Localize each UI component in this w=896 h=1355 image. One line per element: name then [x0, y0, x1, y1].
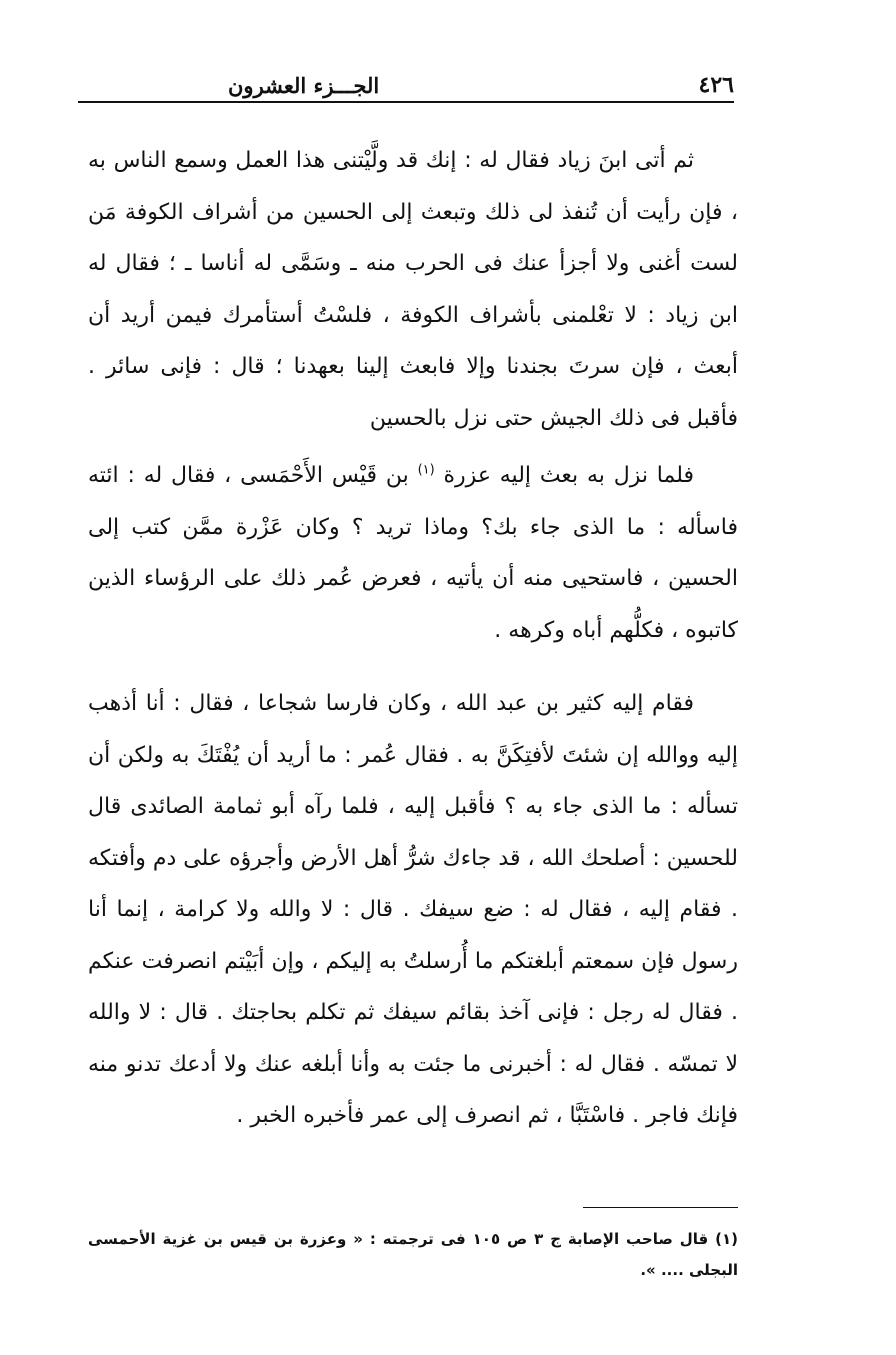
paragraph: [88, 135, 738, 444]
paragraph-text: بن قَيْس الأَحْمَسى ، فقال له : ائته فاسأله : ما الذى جاء بك؟ وماذا تريد ؟ وكان عَزْرة ممَّن كتب إلى الحسين ، فاستحيى منه أن يأتيه ، فعرض عُمر ذلك على الرؤساء الذين كاتبوه ، فكلُّهم أباه وكرهه .: [88, 463, 738, 643]
footnote-text: (١) قال صاحب الإصابة ج ٣ ص ١٠٥ فى ترجمته : « وعزرة بن قيس بن غزية الأحمسى البجلى .... ».: [88, 1230, 739, 1279]
running-title: الجـــزء العشرون: [228, 73, 380, 98]
running-head: [78, 58, 734, 98]
footnote: [88, 1224, 738, 1286]
footnote-rule: [583, 1207, 738, 1208]
paragraph: [88, 450, 738, 656]
paragraph: [88, 678, 738, 1142]
paragraph-text: فلما نزل به بعث إليه عزرة: [443, 463, 694, 488]
footnote-marker: (١): [417, 462, 435, 478]
paragraph-text: ثم أتى ابنَ زياد فقال له : إنك قد ولَّيْتنى هذا العمل وسمع الناس به ، فإن رأيت أن تُنفذ لى ذلك وتبعث إلى الحسين من أشراف الكوفة مَن لست أغنى ولا أجزأ عنك فى الحرب منه ـ وسَمَّى له أناسا ـ ؛ فقال له ابن زياد : لا تعْلمنى بأشراف الكوفة ، فلسْتُ أستأمرك فيمن أريد أن أبعث ، فإن سرتَ بجندنا وإلا فابعث إلينا بعهدنا ؛ قال : فإنى سائر . فأقبل فى ذلك الجيش حتى نزل بالحسين: [88, 148, 738, 431]
header-rule: [78, 101, 734, 103]
paragraph-text: فقام إليه كثير بن عبد الله ، وكان فارسا شجاعا ، فقال : أنا أذهب إليه ووالله إن شئتَ لأفتِكَنَّ به . فقال عُمر : ما أريد أن يُفْتَكَ به ولكن أن تسأله : ما الذى جاء به ؟ فأقبل إليه ، فلما رآه أبو ثمامة الصائدى قال للحسين : أصلحك الله ، قد جاءك شرُّ أهل الأرض وأجرؤه على دم وأفتكه . فقام إليه ، فقال له : ضع سيفك . قال : لا والله ولا كرامة ، إنما أنا رسول فإن سمعتم أبلغتكم ما أُرسلتُ به إليكم ، وإن أبَيْتم انصرفت عنكم . فقال له رجل : فإنى آخذ بقائم سيفك ثم تكلم بحاجتك . قال : لا والله لا تمسّه . فقال له : أخبرنى ما جئت به وأنا أبلغه عنك ولا أدعك تدنو منه فإنك فاجر . فاسْتَبَّا ، ثم انصرف إلى عمر فأخبره الخبر .: [88, 691, 738, 1128]
page-number: ٤٢٦: [698, 72, 734, 98]
main-text: [88, 135, 738, 1142]
